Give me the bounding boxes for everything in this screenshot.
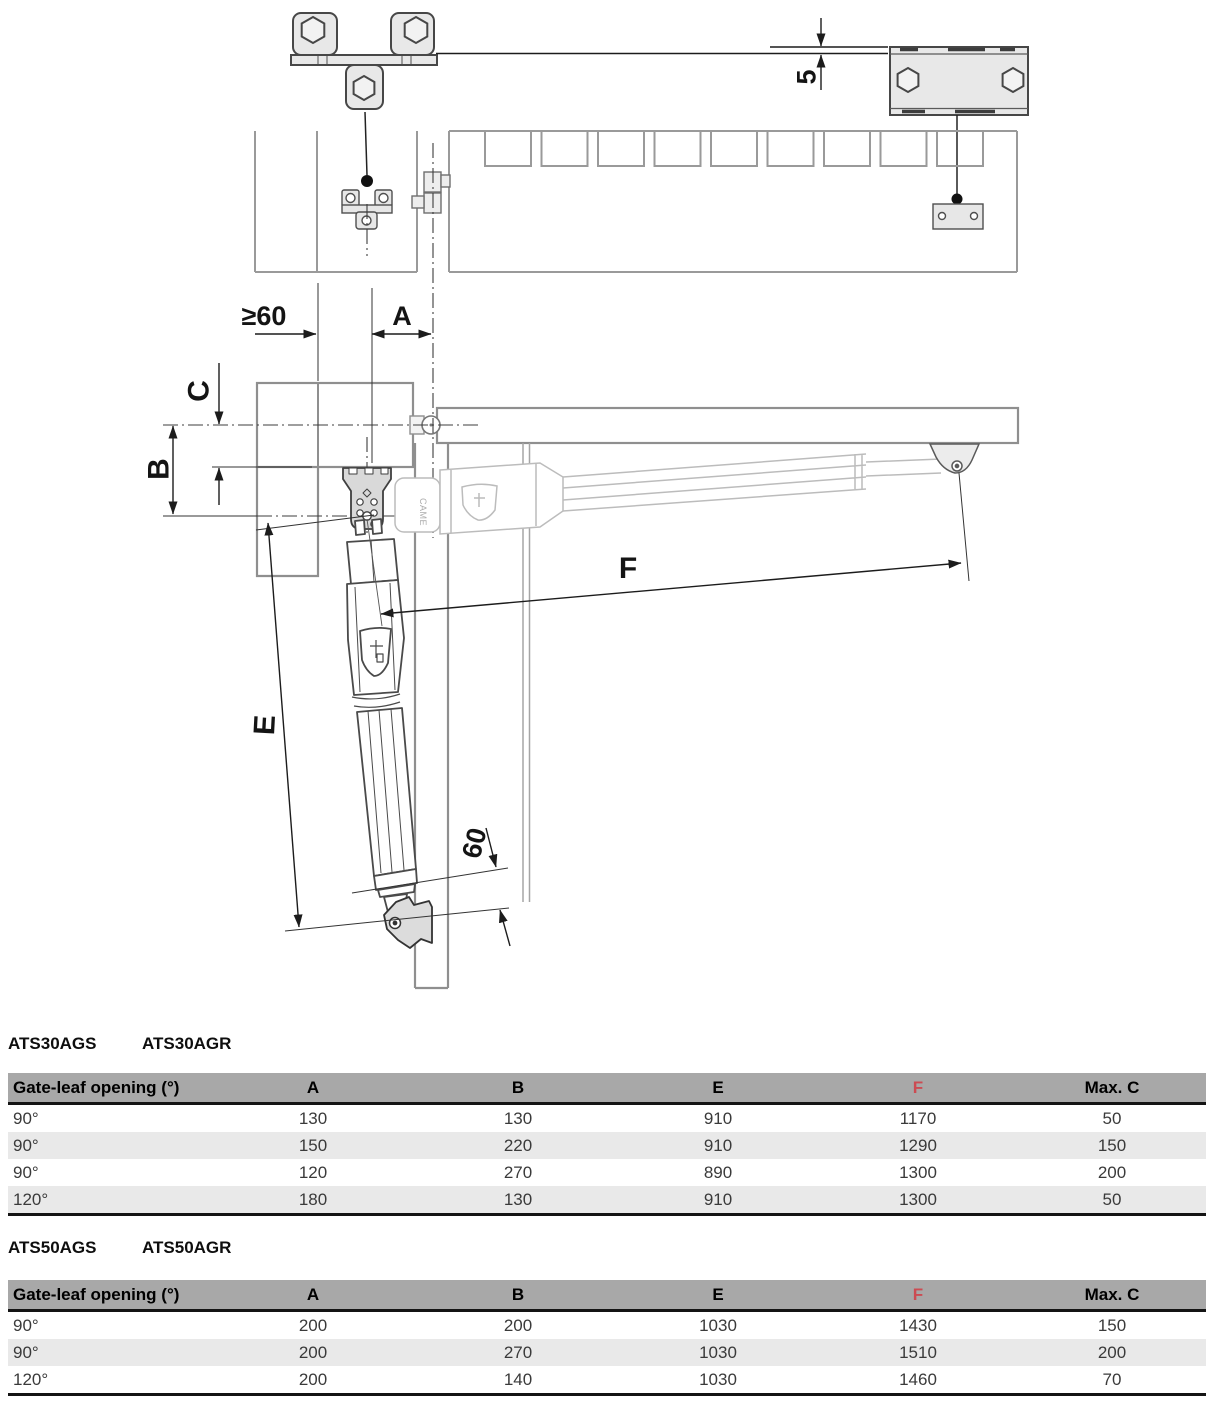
- table-cell: 120°: [13, 1369, 49, 1389]
- table-header-row: [8, 1280, 1206, 1311]
- hex-bolt-icon: [898, 68, 919, 92]
- table-cell: 150: [1097, 1315, 1127, 1335]
- table-cell: 1300: [899, 1162, 937, 1182]
- column-header-b: B: [418, 1073, 618, 1104]
- column-header-f: F: [818, 1280, 1018, 1311]
- table-cell: 200: [298, 1315, 328, 1335]
- gate-front-view: [255, 131, 1017, 272]
- table-cell: 150: [1097, 1135, 1127, 1155]
- table-cell: 1030: [699, 1342, 737, 1362]
- table-cell: 200: [298, 1369, 328, 1389]
- table-cell: 270: [503, 1342, 533, 1362]
- dim-label-60: 60: [456, 824, 493, 862]
- table-cell: 120: [298, 1162, 328, 1182]
- model-title-ats30agr: ATS30AGR: [142, 1034, 232, 1053]
- table-cell: 130: [298, 1108, 328, 1128]
- table-cell: 1030: [699, 1315, 737, 1335]
- table-cell: 130: [503, 1189, 533, 1209]
- wall-mount-bracket: [291, 13, 437, 109]
- leader-line: [365, 112, 367, 175]
- dimension-60: [456, 825, 510, 946]
- table-cell: 90°: [13, 1315, 39, 1335]
- front-mount-bracket: [930, 444, 979, 473]
- column-header-b: B: [418, 1280, 618, 1311]
- table-cell: 1170: [899, 1108, 937, 1128]
- column-header-e: E: [618, 1073, 818, 1104]
- table-cell: 910: [703, 1108, 733, 1128]
- table-cell: 150: [298, 1135, 328, 1155]
- table-cell: 1290: [899, 1135, 937, 1155]
- table-cell: 50: [1102, 1108, 1122, 1128]
- model-title-ats50agr: ATS50AGR: [142, 1238, 232, 1257]
- table-cell: 120°: [13, 1189, 49, 1209]
- actuator-closed-ghost: [395, 454, 941, 534]
- table-cell: 1430: [899, 1315, 937, 1335]
- model-title-ats50ags: ATS50AGS: [8, 1238, 97, 1257]
- dimension-f: [381, 552, 961, 614]
- table-cell: 90°: [13, 1342, 39, 1362]
- hex-bolt-icon: [1003, 68, 1024, 92]
- table-header-row: [8, 1073, 1206, 1104]
- bracket-base: [291, 55, 437, 65]
- leader-dot: [952, 194, 963, 205]
- dim-label-b: B: [142, 458, 176, 480]
- table-row: [8, 1104, 1206, 1133]
- dim-label-f: F: [618, 552, 638, 585]
- table-cell: 200: [298, 1342, 328, 1362]
- table-cell: 1030: [699, 1369, 737, 1389]
- dimension-c: [183, 363, 220, 505]
- brand-label: CAME: [418, 497, 428, 527]
- table-cell: 70: [1102, 1369, 1122, 1389]
- leaf-bar-closed: [437, 408, 1018, 443]
- gate-leaf: [449, 131, 1017, 272]
- dim-label-c: C: [182, 380, 216, 402]
- column-header-opening: Gate-leaf opening (°): [8, 1073, 208, 1104]
- gate-slats: [485, 131, 983, 166]
- model-title-ats30ags: ATS30AGS: [8, 1034, 97, 1053]
- dimension-table-ats50: [8, 1280, 1206, 1396]
- column-header-opening: Gate-leaf opening (°): [8, 1280, 208, 1311]
- dim-label-e: E: [247, 714, 282, 736]
- dim-label-a: A: [392, 301, 412, 331]
- table-cell: 90°: [13, 1108, 39, 1128]
- table-cell: 180: [298, 1189, 328, 1209]
- table-cell: 1510: [899, 1342, 937, 1362]
- column-header-a: A: [208, 1073, 418, 1104]
- leaf-plate-front: [933, 204, 983, 229]
- table-cell: 200: [503, 1315, 533, 1335]
- hex-bolt-icon: [302, 17, 325, 43]
- table-cell: 200: [1097, 1342, 1127, 1362]
- table-cell: 130: [503, 1108, 533, 1128]
- column-header-max-c: Max. C: [1018, 1073, 1206, 1104]
- dimension-b: [143, 426, 176, 514]
- gate-mount-plate: [890, 47, 1028, 115]
- hex-bolt-icon: [405, 17, 428, 43]
- actuator-open: [347, 519, 417, 916]
- table-cell: 910: [703, 1135, 733, 1155]
- table-row: [8, 1339, 1206, 1366]
- column-header-e: E: [618, 1280, 818, 1311]
- dimension-extension-lines: [163, 283, 969, 931]
- column-header-max-c: Max. C: [1018, 1280, 1206, 1311]
- table-cell: 220: [503, 1135, 533, 1155]
- dim-label-min-60: ≥60: [241, 301, 287, 331]
- table-row: [8, 1186, 1206, 1215]
- dimension-min-60: [242, 301, 316, 334]
- table-row: [8, 1366, 1206, 1395]
- dimension-table-ats30: [8, 1073, 1206, 1216]
- table-cell: 50: [1102, 1189, 1122, 1209]
- gate-post: [255, 131, 417, 272]
- leader-dot: [361, 175, 373, 187]
- dim-label-5: 5: [791, 69, 822, 85]
- table-row: [8, 1132, 1206, 1159]
- table-cell: 910: [703, 1189, 733, 1209]
- table-cell: 1300: [899, 1189, 937, 1209]
- table-row: [8, 1311, 1206, 1340]
- dimension-a: [372, 301, 431, 334]
- column-header-a: A: [208, 1280, 418, 1311]
- table-cell: 200: [1097, 1162, 1127, 1182]
- table-cell: 270: [503, 1162, 533, 1182]
- column-header-f: F: [818, 1073, 1018, 1104]
- table-cell: 90°: [13, 1135, 39, 1155]
- dimension-e: [248, 523, 299, 927]
- table-cell: 1460: [899, 1369, 937, 1389]
- hex-bolt-icon: [354, 76, 375, 100]
- table-row: [8, 1159, 1206, 1186]
- table-cell: 890: [703, 1162, 733, 1182]
- table-cell: 90°: [13, 1162, 39, 1182]
- table-cell: 140: [503, 1369, 533, 1389]
- post-section-lower: [257, 467, 318, 576]
